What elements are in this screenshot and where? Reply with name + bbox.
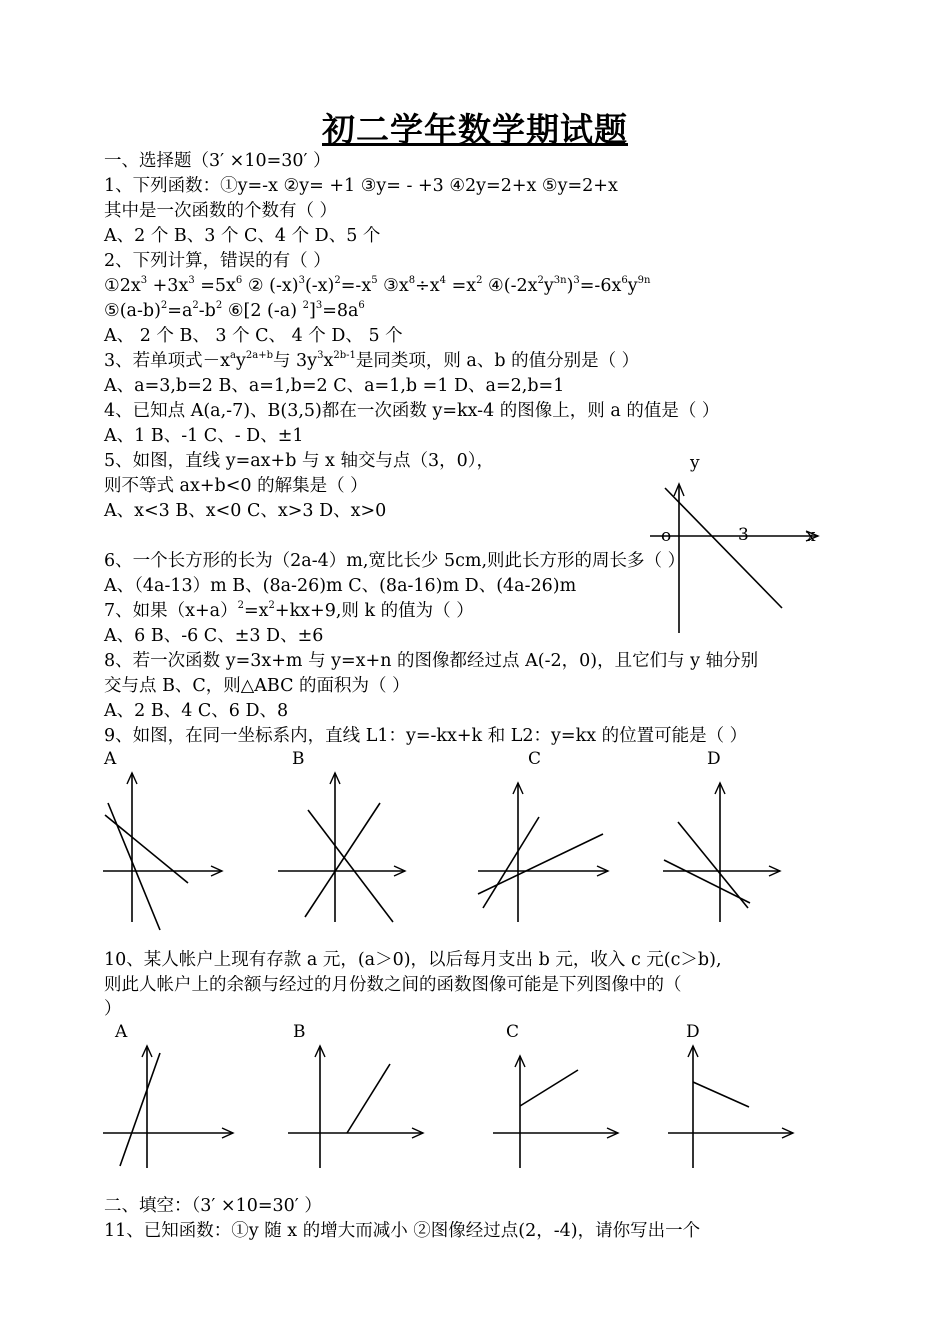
q7-options: A、6 B、-6 C、±3 D、±6 (104, 626, 324, 646)
q9-label-b: B (292, 749, 305, 769)
q10d-line (693, 1082, 749, 1107)
q8-text: 8、若一次函数 y=3x+m 与 y=x+n 的图像都经过点 A(-2，0)，且它们与 y 轴分别 (104, 651, 759, 671)
q9b-line-1 (308, 810, 393, 922)
q7-text: 7、如果$(x+a)^2=x^2+kx+9$,则 k 的值为（ ） (104, 600, 474, 621)
q9-label-c: C (528, 749, 542, 769)
q9d-line-2 (678, 822, 748, 908)
q9-graph-c (475, 770, 615, 930)
q10-graph-d (665, 1043, 800, 1173)
q9-graph-a (100, 770, 230, 930)
q5-y-label: y (690, 453, 700, 473)
q5-three-label: 3 (738, 525, 749, 545)
q5-x-label: x (806, 526, 816, 546)
q2-formulas-2: $⑤(a-b)^2=a^2-b^2$ ⑥[2 (-a) $^2]^3=8a^6$ (104, 300, 365, 321)
q10-graph-b (285, 1043, 430, 1173)
q2-formulas-1: $①2x^3 +3x^3 =5x^6$ ② $(-x)^3(-x)^2=-x^5$ $③x^8\div x^4 =x^2$ $④(-2x^2y^{3n})^3=-6x^6y^{9n}$ (104, 275, 651, 296)
q11-text: 11、已知函数：①y 随 x 的增大而减小 ②图像经过点(2，-4)，请你写出一个 (104, 1221, 701, 1241)
q9-graph-b (275, 770, 410, 930)
q9-label-a: A (104, 749, 117, 769)
q4-text: 4、已知点 A(a,-7)、B(3,5)都在一次函数 y=kx-4 的图像上，则 a 的值是（ ） (104, 401, 720, 421)
q9-text: 9、如图，在同一坐标系内，直线 L1：y=-kx+k 和 L2：y=kx 的位置可能是（ ） (104, 726, 748, 746)
q10-label-c: C (506, 1022, 520, 1042)
q5-line (665, 488, 782, 608)
section2-heading: 二、填空：（3′ ×10=30′ ） (104, 1196, 322, 1216)
q10-text: 10、某人帐户上现有存款 a 元，(a＞0)，以后每月支出 b 元，收入 c 元(c＞b), (104, 950, 722, 970)
q10-graph-c (490, 1043, 625, 1173)
q9-label-d: D (707, 749, 721, 769)
q6-options: A、（4a-13）m B、(8a-26)m C、(8a-16)m D、(4a-26)m (104, 576, 577, 596)
q10b-line (347, 1064, 390, 1133)
q8-text-2: 交与点 B、C，则△ABC 的面积为（ ） (104, 676, 410, 696)
q5-text: 5、如图，直线 y=ax+b 与 x 轴交与点（3，0）， (104, 451, 494, 471)
q10-label-d: D (686, 1022, 700, 1042)
q8-options: A、2 B、4 C、6 D、8 (104, 701, 289, 721)
q10-label-b: B (293, 1022, 306, 1042)
q5-text-2: 则不等式 ax+b<0 的解集是（ ） (104, 476, 368, 496)
q10-text-3: ） (104, 999, 122, 1019)
q9a-line-2 (108, 803, 160, 930)
q9c-line-2 (483, 817, 539, 908)
q10a-line (120, 1053, 160, 1166)
q10c-line (520, 1070, 578, 1106)
q1-text-2: 其中是一次函数的个数有（ ） (104, 201, 338, 221)
q6-text: 6、一个长方形的长为（2a-4）m,宽比长少 5cm,则此长方形的周长多（ ） (104, 551, 686, 571)
q2-text: 2、下列计算，错误的有（ ） (104, 251, 331, 271)
q9-graph-d (660, 770, 785, 930)
section1-heading: 一、选择题（3′ ×10=30′ ） (104, 151, 331, 171)
q5-options: A、x<3 B、x<0 C、x>3 D、x>0 (104, 501, 387, 521)
page-title: 初二学年数学期试题 (322, 110, 628, 149)
q10-graph-a (100, 1043, 240, 1173)
q1-text: 1、下列函数：①y=-x ②y= +1 ③y= - +3 ④2y=2+x ⑤y=2+x (104, 176, 618, 196)
q10-label-a: A (115, 1022, 128, 1042)
q3-text: 3、若单项式$-x^ay^{2a+b}$与 $3y^3x^{2b-1}$是同类项，则 a、b 的值分别是（ ） (104, 350, 640, 371)
q9d-line-1 (664, 860, 750, 903)
q3-options: A、a=3,b=2 B、a=1,b=2 C、a=1,b =1 D、a=2,b=1 (104, 376, 565, 396)
q1-options: A、2 个 B、3 个 C、4 个 D、5 个 (104, 226, 381, 246)
q5-origin-label: o (661, 526, 672, 546)
q10-text-2: 则此人帐户上的余额与经过的月份数之间的函数图像可能是下列图像中的（ (104, 975, 682, 995)
q4-options: A、1 B、-1 C、- D、±1 (104, 426, 304, 446)
q2-options: A、 2 个 B、 3 个 C、 4 个 D、 5 个 (104, 326, 403, 346)
